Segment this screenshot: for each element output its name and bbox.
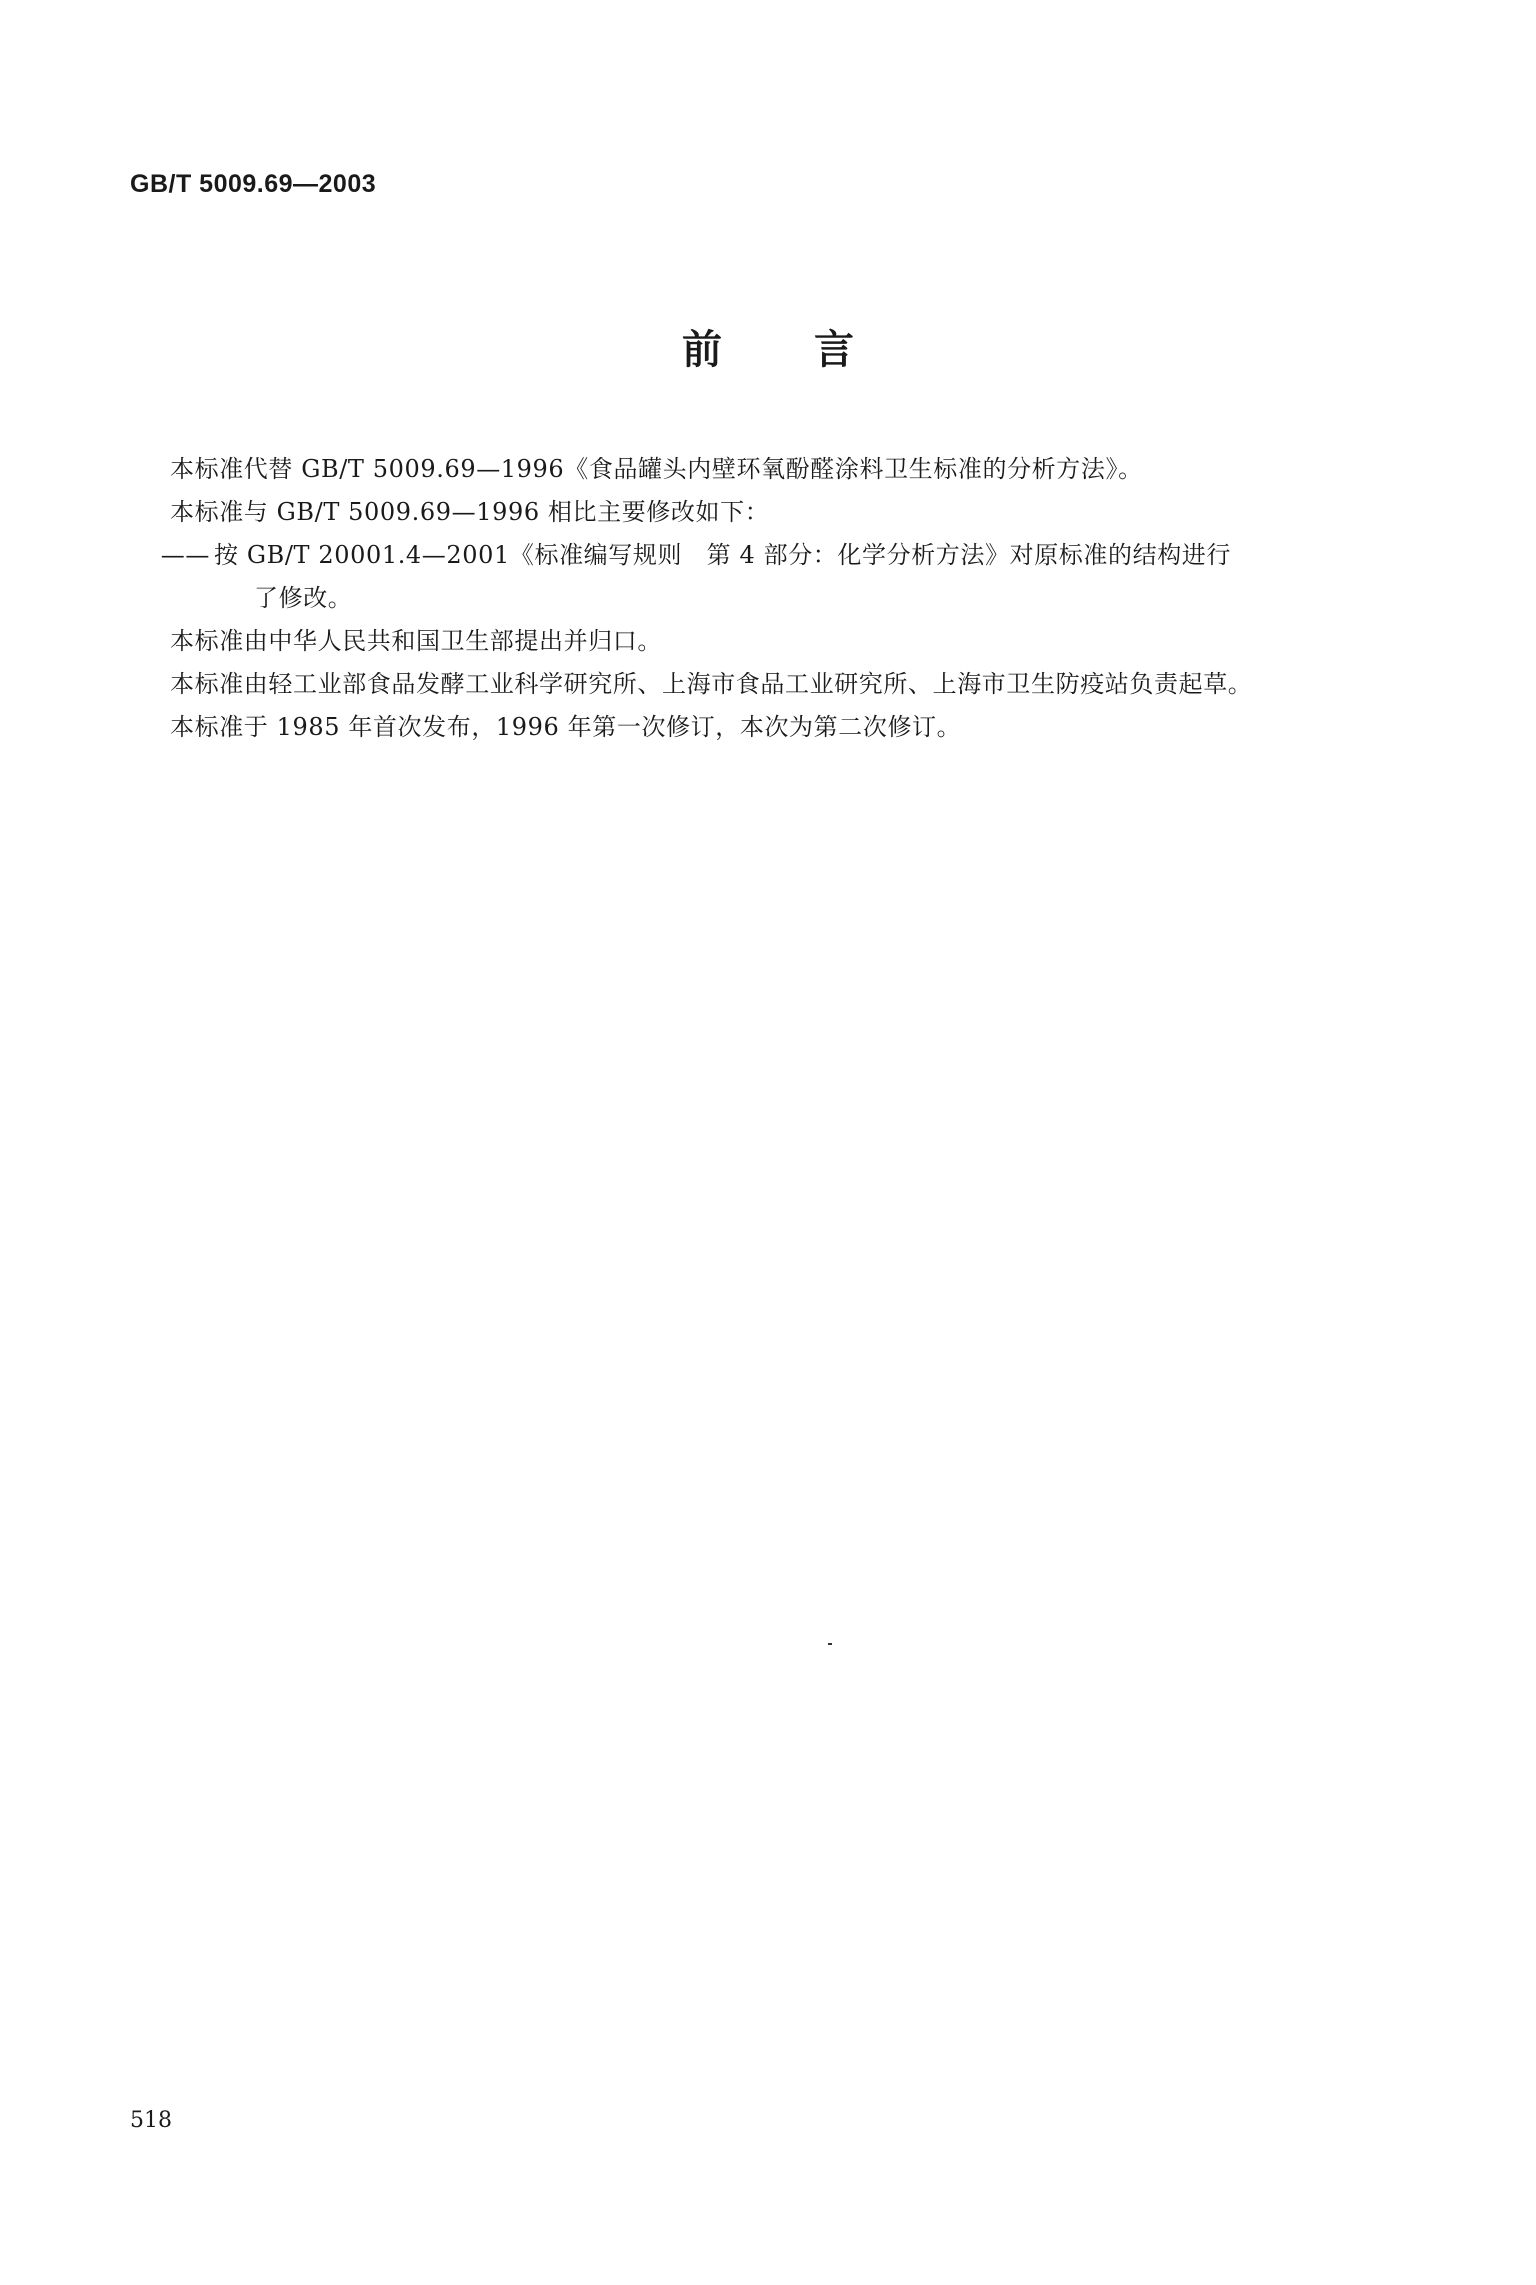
page-title [0, 318, 1536, 375]
paragraph-drafters: 本标准由轻工业部食品发酵工业科学研究所、上海市食品工业研究所、上海市卫生防疫站负责起草。 [170, 670, 1253, 698]
list-item-change [122, 534, 1422, 620]
standard-code: GB/T 5009.69—2003 [130, 170, 377, 198]
paragraph-history: 本标准于 1985 年首次发布，1996 年第一次修订，本次为第二次修订。 [170, 713, 962, 741]
foreword-body [122, 448, 1422, 749]
list-dash: —— [160, 541, 210, 569]
paragraph-proposer: 本标准由中华人民共和国卫生部提出并归口。 [170, 627, 662, 655]
paragraph-replaces: 本标准代替 GB/T 5009.69—1996《食品罐头内壁环氧酚醛涂料卫生标准的分析方法》。 [170, 455, 1143, 483]
title-char-1: 前 [682, 327, 722, 373]
title-char-2: 言 [814, 327, 854, 373]
list-item-line-1: 按 GB/T 20001.4—2001《标准编写规则 第 4 部分：化学分析方法》对原标准的结构进行 [214, 541, 1232, 569]
page-number: 518 [130, 2108, 172, 2133]
paragraph-changes-intro: 本标准与 GB/T 5009.69—1996 相比主要修改如下： [170, 498, 770, 526]
list-item-line-2: 了修改。 [254, 584, 353, 612]
scan-speck [828, 1643, 832, 1645]
